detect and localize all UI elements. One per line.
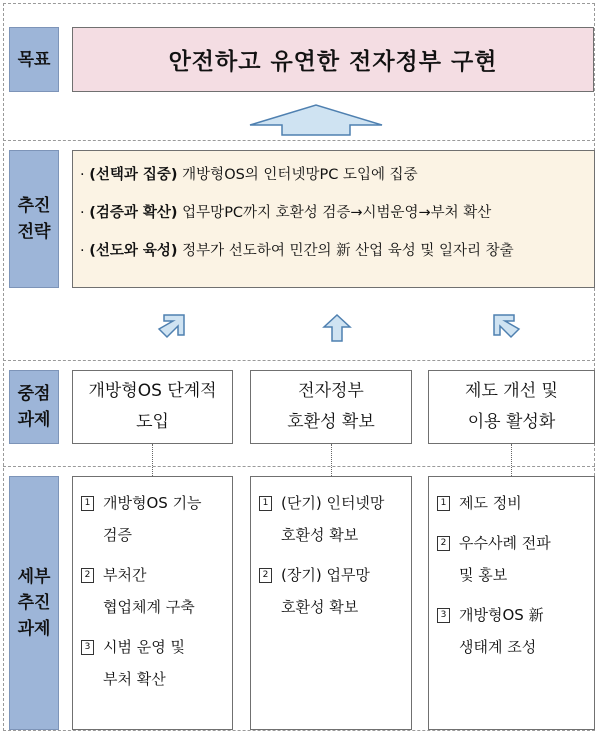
detail-tasks-column-3 [428, 476, 595, 730]
up-right-arrow-icon [156, 313, 186, 343]
connector-line [511, 444, 512, 476]
detail-item [437, 599, 588, 663]
detail-item-text: 우수사례 전파 및 홍보 [459, 534, 551, 584]
section-divider-3 [3, 466, 595, 467]
detail-item-text: (단기) 인터넷망 호환성 확보 [281, 494, 385, 544]
strategy-box [72, 150, 595, 288]
key-task-3: 제도 개선 및 이용 활성화 [428, 370, 595, 444]
label-detail-tasks: 세부 추진 과제 [9, 476, 59, 730]
detail-item-text: 부처간 협업체계 구축 [103, 566, 195, 616]
item-number-box: 3 [81, 640, 94, 655]
detail-item [437, 487, 588, 519]
connector-line [331, 444, 332, 476]
strategy-text: 업무망PC까지 호환성 검증→시범운영→부처 확산 [177, 205, 492, 221]
detail-item-text: 개방형OS 기능 검증 [103, 494, 202, 544]
item-number-box: 2 [259, 568, 272, 583]
key-task-1: 개방형OS 단계적 도입 [72, 370, 233, 444]
section-divider-2 [3, 360, 595, 361]
up-arrow-small-icon [322, 314, 352, 342]
detail-tasks-column-1 [72, 476, 233, 730]
strategy-item [80, 241, 588, 279]
strategy-text: 정부가 선도하여 민간의 新 산업 육성 및 일자리 창출 [177, 243, 514, 259]
strategy-bullet: · [80, 205, 85, 221]
detail-item [259, 559, 405, 623]
item-number-box: 2 [437, 536, 450, 551]
label-strategy: 추진 전략 [9, 150, 59, 288]
key-task-2: 전자정부 호환성 확보 [250, 370, 412, 444]
strategy-item [80, 203, 588, 241]
item-number-box: 1 [81, 496, 94, 511]
strategy-text: 개방형OS의 인터넷망PC 도입에 집중 [177, 167, 418, 183]
up-left-arrow-icon [492, 313, 522, 343]
detail-item-text: 제도 정비 [459, 494, 522, 512]
item-number-box: 3 [437, 608, 450, 623]
detail-item [81, 631, 226, 695]
strategy-item [80, 165, 588, 203]
item-number-box: 2 [81, 568, 94, 583]
detail-item [437, 527, 588, 591]
item-number-box: 1 [259, 496, 272, 511]
goal-box: 안전하고 유연한 전자정부 구현 [72, 27, 594, 92]
detail-item-text: 시범 운영 및 부처 확산 [103, 638, 185, 688]
detail-item [259, 487, 405, 551]
detail-tasks-column-2 [250, 476, 412, 730]
item-number-box: 1 [437, 496, 450, 511]
strategy-keyword: (선택과 집중) [89, 167, 178, 183]
detail-item [81, 559, 226, 623]
detail-item-text: 개방형OS 新 생태계 조성 [459, 606, 544, 656]
connector-line [152, 444, 153, 476]
up-arrow-large-icon [250, 104, 382, 136]
label-key-tasks: 중점 과제 [9, 370, 59, 444]
strategy-keyword: (검증과 확산) [89, 205, 178, 221]
detail-item-text: (장기) 업무망 호환성 확보 [281, 566, 370, 616]
strategy-bullet: · [80, 167, 85, 183]
label-goal: 목표 [9, 27, 59, 92]
strategy-bullet: · [80, 243, 85, 259]
detail-item [81, 487, 226, 551]
strategy-keyword: (선도와 육성) [89, 243, 178, 259]
section-divider-1 [3, 140, 595, 141]
